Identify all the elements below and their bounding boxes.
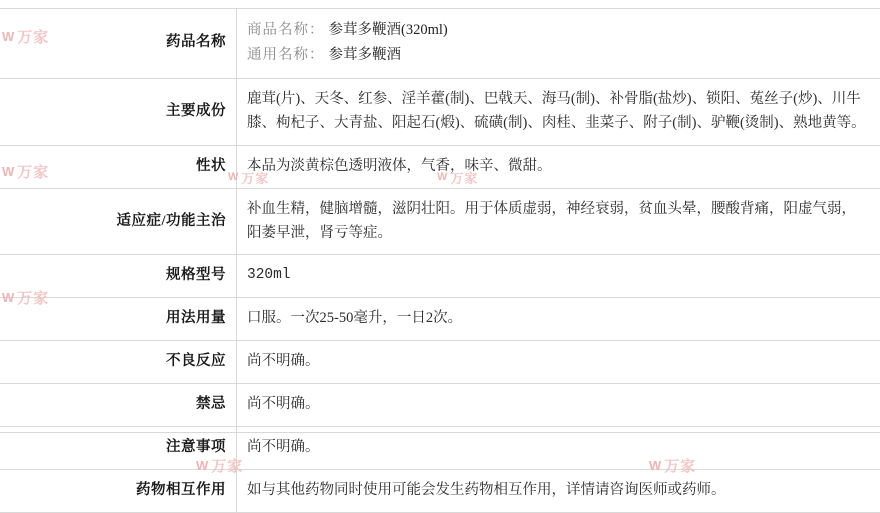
table-row [0, 470, 880, 513]
watermark-text: 万家 [17, 161, 49, 182]
row-value: 鹿茸(片)、天冬、红参、淫羊藿(制)、巴戟天、海马(制)、补骨脂(盐炒)、锁阳、菟丝子(炒)、川牛膝、枸杞子、大青盐、阳起石(煅)、硫磺(制)、肉桂、韭菜子、附子(制)、驴鞭(烫制)、熟地黄等。 [237, 78, 880, 145]
watermark-badge-icon: W [437, 172, 447, 183]
row-value: 尚不明确。 [237, 427, 880, 470]
watermark-badge-icon: W [2, 291, 14, 304]
kv-value: 参茸多鞭酒(320ml) [329, 22, 448, 38]
row-label: 适应症/功能主治 [0, 188, 237, 255]
row-value: 320ml [237, 255, 880, 298]
row-value: 如与其他药物同时使用可能会发生药物相互作用，详情请咨询医师或药师。 [237, 470, 880, 513]
kv-value: 参茸多鞭酒 [329, 47, 402, 63]
drug-info-table [0, 8, 880, 513]
table-row [0, 298, 880, 341]
bottom-divider [0, 432, 880, 433]
row-label: 禁忌 [0, 384, 237, 427]
watermark-text: 万家 [17, 26, 49, 47]
watermark-badge-icon: W [649, 459, 661, 472]
table-row [0, 341, 880, 384]
kv-line [247, 19, 870, 43]
row-label: 性状 [0, 145, 237, 188]
table-row [0, 78, 880, 145]
table-row [0, 188, 880, 255]
table-row [0, 255, 880, 298]
watermark-badge-icon: W [196, 459, 208, 472]
table-row [0, 145, 880, 188]
row-value: 尚不明确。 [237, 384, 880, 427]
row-label: 规格型号 [0, 255, 237, 298]
watermark-badge-icon: W [228, 172, 238, 183]
watermark-text: 万家 [450, 168, 478, 187]
row-value [237, 9, 880, 79]
watermark-text: 万家 [17, 287, 49, 308]
watermark-text: 万家 [664, 455, 696, 476]
table-row [0, 427, 880, 470]
table-row [0, 9, 880, 79]
watermark-badge-icon: W [2, 30, 14, 43]
watermark-text: 万家 [241, 168, 269, 187]
row-value: 尚不明确。 [237, 341, 880, 384]
row-value: 本品为淡黄棕色透明液体，气香，味辛、微甜。 [237, 145, 880, 188]
row-label: 药品名称 [0, 9, 237, 79]
kv-key: 商品名称： [247, 22, 325, 38]
kv-key: 通用名称： [247, 47, 325, 63]
row-label: 药物相互作用 [0, 470, 237, 513]
watermark-text: 万家 [211, 455, 243, 476]
row-label: 主要成份 [0, 78, 237, 145]
table-row [0, 384, 880, 427]
row-label: 注意事项 [0, 427, 237, 470]
table-body [0, 9, 880, 513]
row-value: 补血生精，健脑增髓，滋阴壮阳。用于体质虚弱，神经衰弱，贫血头晕，腰酸背痛，阳虚气弱，阳萎早泄，肾亏等症。 [237, 188, 880, 255]
row-label: 用法用量 [0, 298, 237, 341]
watermark-badge-icon: W [2, 165, 14, 178]
row-value: 口服。一次25-50毫升，一日2次。 [237, 298, 880, 341]
kv-line [247, 44, 870, 68]
row-label: 不良反应 [0, 341, 237, 384]
